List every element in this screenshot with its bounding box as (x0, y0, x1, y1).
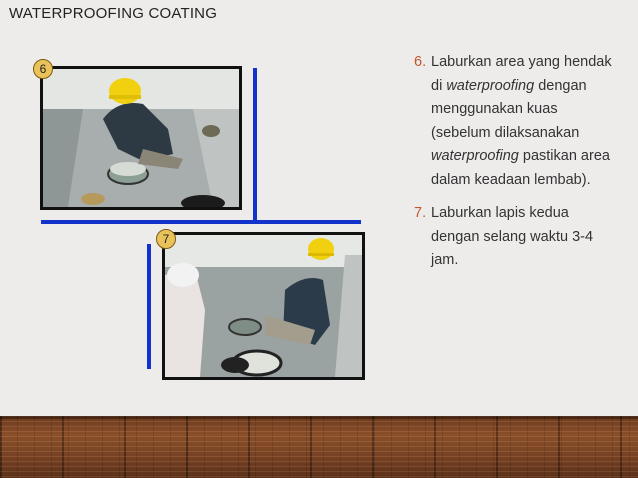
photo-badge-7: 7 (156, 229, 176, 249)
photo-step-7-image (165, 235, 362, 377)
step-7-text: Laburkan lapis kedua dengan selang waktu 3-4 jam. (431, 205, 594, 268)
step-7 (414, 202, 614, 273)
step-6-text (431, 51, 614, 192)
photo-step-6-image (43, 69, 239, 207)
blue-line-horizontal (41, 220, 361, 224)
blue-line-vertical-right (253, 68, 257, 224)
step-6-number: 6. (414, 54, 427, 70)
photo-step-6 (40, 66, 242, 210)
blue-line-vertical-left (147, 244, 151, 369)
step-6-text-part: dengan menggunakan kuas (sebelum dilaksanakan (431, 77, 587, 141)
photo-step-7 (162, 232, 365, 380)
step-6-text-part: Laburkan area yang hendak di (431, 54, 612, 94)
step-7-number: 7. (414, 205, 427, 221)
step-6-text-italic: waterproofing (431, 148, 519, 164)
step-6-text-part: pastikan area dalam keadaan lembab). (431, 148, 610, 188)
steps-list (414, 51, 614, 283)
slide-title: WATERPROOFING COATING (9, 5, 218, 22)
step-6-text-italic: waterproofing (446, 77, 535, 94)
step-6 (414, 51, 614, 192)
wood-floor-background (0, 416, 638, 478)
photo-badge-6: 6 (33, 59, 53, 79)
